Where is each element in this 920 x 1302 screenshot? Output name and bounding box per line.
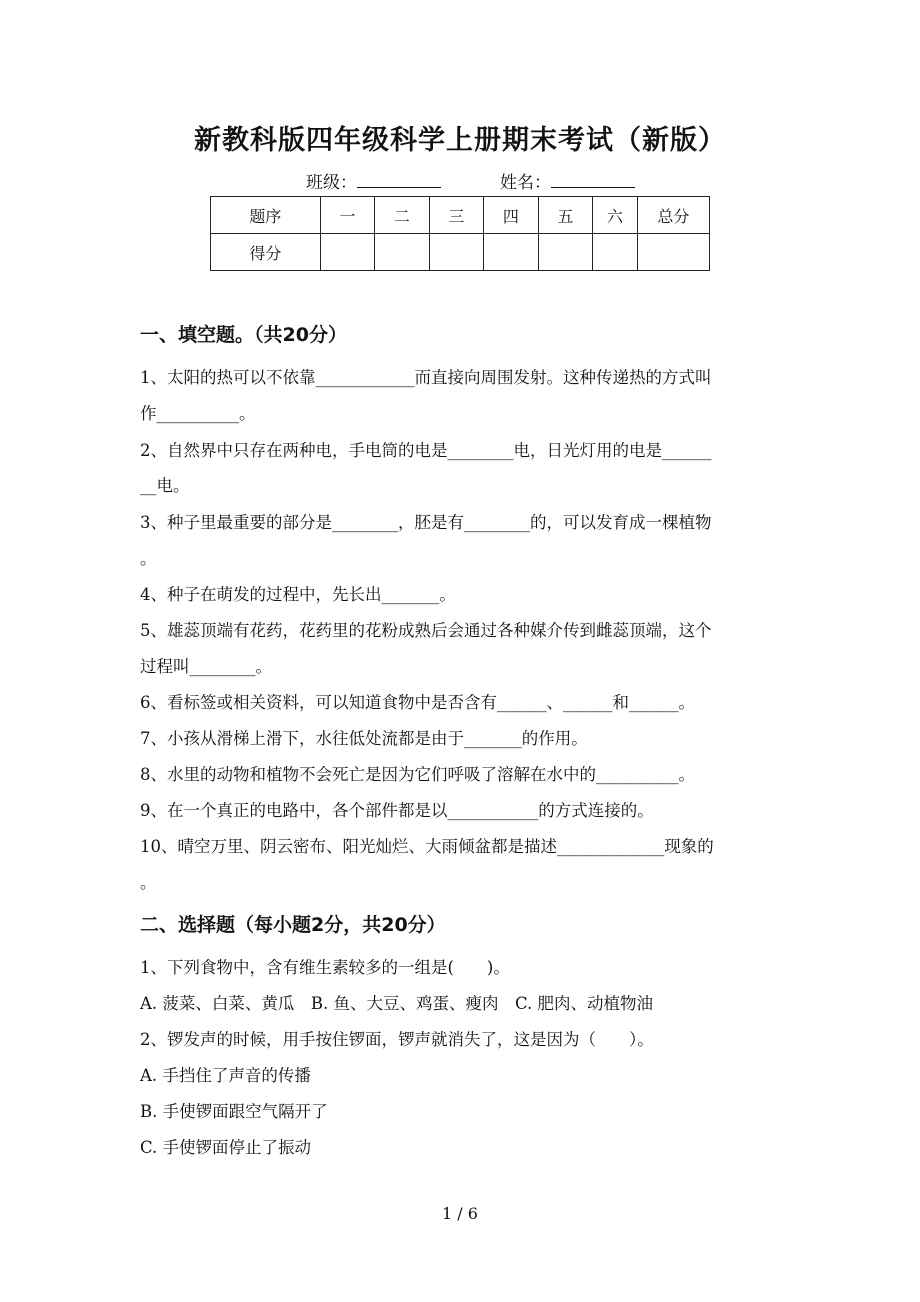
option-line: A. 手挡住了声音的传播 [140,1066,311,1085]
name-blank [551,171,635,188]
score-row-label: 得分 [211,234,321,271]
score-cell: 三 [429,197,483,234]
question-line: 。 [140,873,157,892]
question-line: 3、种子里最重要的部分是________，胚是有________的，可以发育成一棵植物 [140,513,712,532]
section2-heading: 二、选择题（每小题2分，共20分） [140,914,446,936]
question-line: 1、太阳的热可以不依靠____________而直接向周围发射。这种传递热的方式叫 [140,368,712,387]
score-table-score-row [211,234,710,271]
option-line: A. 菠菜、白菜、黄瓜 B. 鱼、大豆、鸡蛋、瘦肉 C. 肥肉、动植物油 [140,994,654,1013]
question-line: 6、看标签或相关资料，可以知道食物中是否含有______、______和______。 [140,693,695,712]
question-line: 1、下列食物中，含有维生素较多的一组是( )。 [140,958,510,977]
score-cell: 六 [593,197,638,234]
question-line: 8、水里的动物和植物不会死亡是因为它们呼吸了溶解在水中的__________。 [140,765,695,784]
option-line: B. 手使锣面跟空气隔开了 [140,1102,328,1121]
class-label: 班级： [306,173,357,193]
question-line: 2、自然界中只存在两种电，手电筒的电是________电，日光灯用的电是______ [140,441,712,460]
page-number: 1 / 6 [442,1204,478,1223]
score-cell: 一 [320,197,374,234]
question-line: 作__________。 [140,404,256,423]
score-cell: 总分 [637,197,709,234]
score-input-cell [593,234,638,271]
section1-heading: 一、填空题。（共20分） [140,324,347,346]
score-input-cell [375,234,429,271]
score-input-cell [484,234,538,271]
page-title: 新教科版四年级科学上册期末考试（新版） [194,125,726,156]
question-line: 10、晴空万里、阴云密布、阳光灿烂、大雨倾盆都是描述_____________现象的 [140,837,714,856]
score-input-cell [429,234,483,271]
question-line: 5、雄蕊顶端有花药，花药里的花粉成熟后会通过各种媒介传到雌蕊顶端，这个 [140,621,712,640]
score-input-cell [320,234,374,271]
question-line: 9、在一个真正的电路中，各个部件都是以___________的方式连接的。 [140,801,654,820]
score-cell: 题序 [211,197,321,234]
score-input-cell [538,234,592,271]
score-input-cell [637,234,709,271]
score-table-header-row [211,197,710,234]
score-table [210,196,710,271]
question-line: 4、种子在萌发的过程中，先长出_______。 [140,585,456,604]
score-cell: 五 [538,197,592,234]
name-field [500,168,635,193]
question-line: 2、锣发声的时候，用手按住锣面，锣声就消失了，这是因为（ ）。 [140,1030,654,1049]
question-line: 过程叫________。 [140,657,272,676]
question-line: 。 [140,549,157,568]
class-field [306,168,441,193]
score-cell: 四 [484,197,538,234]
class-blank [357,171,441,188]
option-line: C. 手使锣面停止了振动 [140,1138,312,1157]
question-line: 7、小孩从滑梯上滑下，水往低处流都是由于_______的作用。 [140,729,588,748]
name-label: 姓名： [500,173,551,193]
question-line: __电。 [140,476,190,495]
score-cell: 二 [375,197,429,234]
